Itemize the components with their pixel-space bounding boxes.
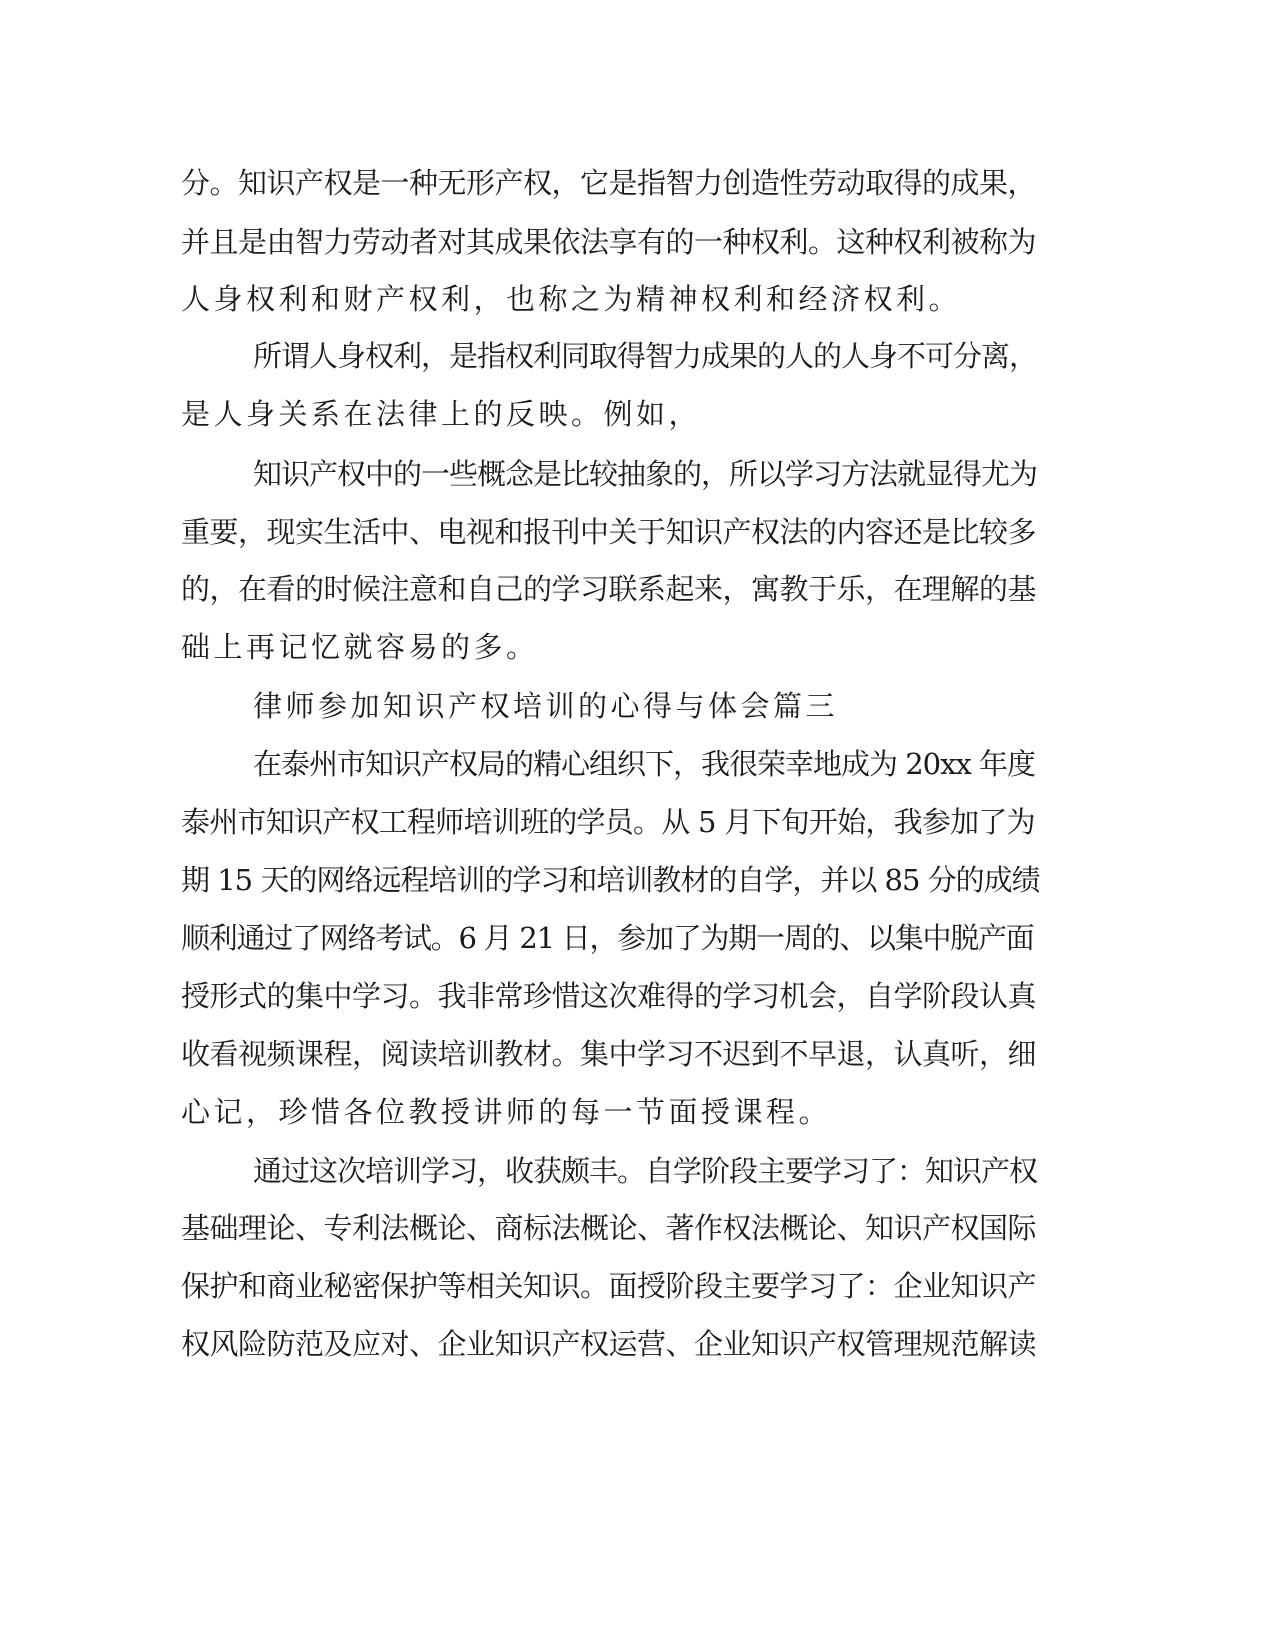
text-line: 分。知识产权是一种无形产权，它是指智力创造性劳动取得的成果， bbox=[181, 166, 1037, 200]
text-line: 心记，珍惜各位教授讲师的每一节面授课程。 bbox=[181, 1095, 832, 1129]
text-line: 顺利通过了网络考试。6 月 21 日，参加了为期一周的、以集中脱产面 bbox=[181, 921, 1034, 955]
text-line: 期 15 天的网络远程培训的学习和培训教材的自学，并以 85 分的成绩 bbox=[181, 863, 1040, 897]
text-line: 权风险防范及应对、企业知识产权运营、企业知识产权管理规范解读 bbox=[181, 1327, 1037, 1361]
text-line: 是人身关系在法律上的反映。例如， bbox=[181, 397, 702, 431]
text-line: 的，在看的时候注意和自己的学习联系起来，寓教于乐，在理解的基 bbox=[181, 572, 1037, 606]
text-line: 在泰州市知识产权局的精心组织下，我很荣幸地成为 20xx 年度 bbox=[253, 747, 1036, 781]
text-line: 授形式的集中学习。我非常珍惜这次难得的学习机会，自学阶段认真 bbox=[181, 979, 1037, 1013]
text-line: 并且是由智力劳动者对其成果依法享有的一种权利。这种权利被称为 bbox=[181, 225, 1037, 259]
text-line: 收看视频课程，阅读培训教材。集中学习不迟到不早退，认真听，细 bbox=[181, 1037, 1037, 1071]
text-line: 础上再记忆就容易的多。 bbox=[181, 630, 539, 664]
section-heading: 律师参加知识产权培训的心得与体会篇三 bbox=[253, 689, 839, 723]
text-line: 知识产权中的一些概念是比较抽象的，所以学习方法就显得尤为 bbox=[253, 457, 1038, 491]
text-line: 基础理论、专利法概论、商标法概论、著作权法概论、知识产权国际 bbox=[181, 1211, 1037, 1245]
text-line: 保护和商业秘密保护等相关知识。面授阶段主要学习了：企业知识产 bbox=[181, 1269, 1037, 1303]
text-line: 泰州市知识产权工程师培训班的学员。从 5 月下旬开始，我参加了为 bbox=[181, 805, 1035, 839]
text-line: 人身权利和财产权利，也称之为精神权利和经济权利。 bbox=[181, 282, 962, 316]
text-line: 通过这次培训学习，收获颇丰。自学阶段主要学习了：知识产权 bbox=[253, 1154, 1038, 1188]
text-line: 重要，现实生活中、电视和报刊中关于知识产权法的内容还是比较多 bbox=[181, 515, 1037, 549]
text-line: 所谓人身权利，是指权利同取得智力成果的人的人身不可分离， bbox=[253, 339, 1038, 373]
